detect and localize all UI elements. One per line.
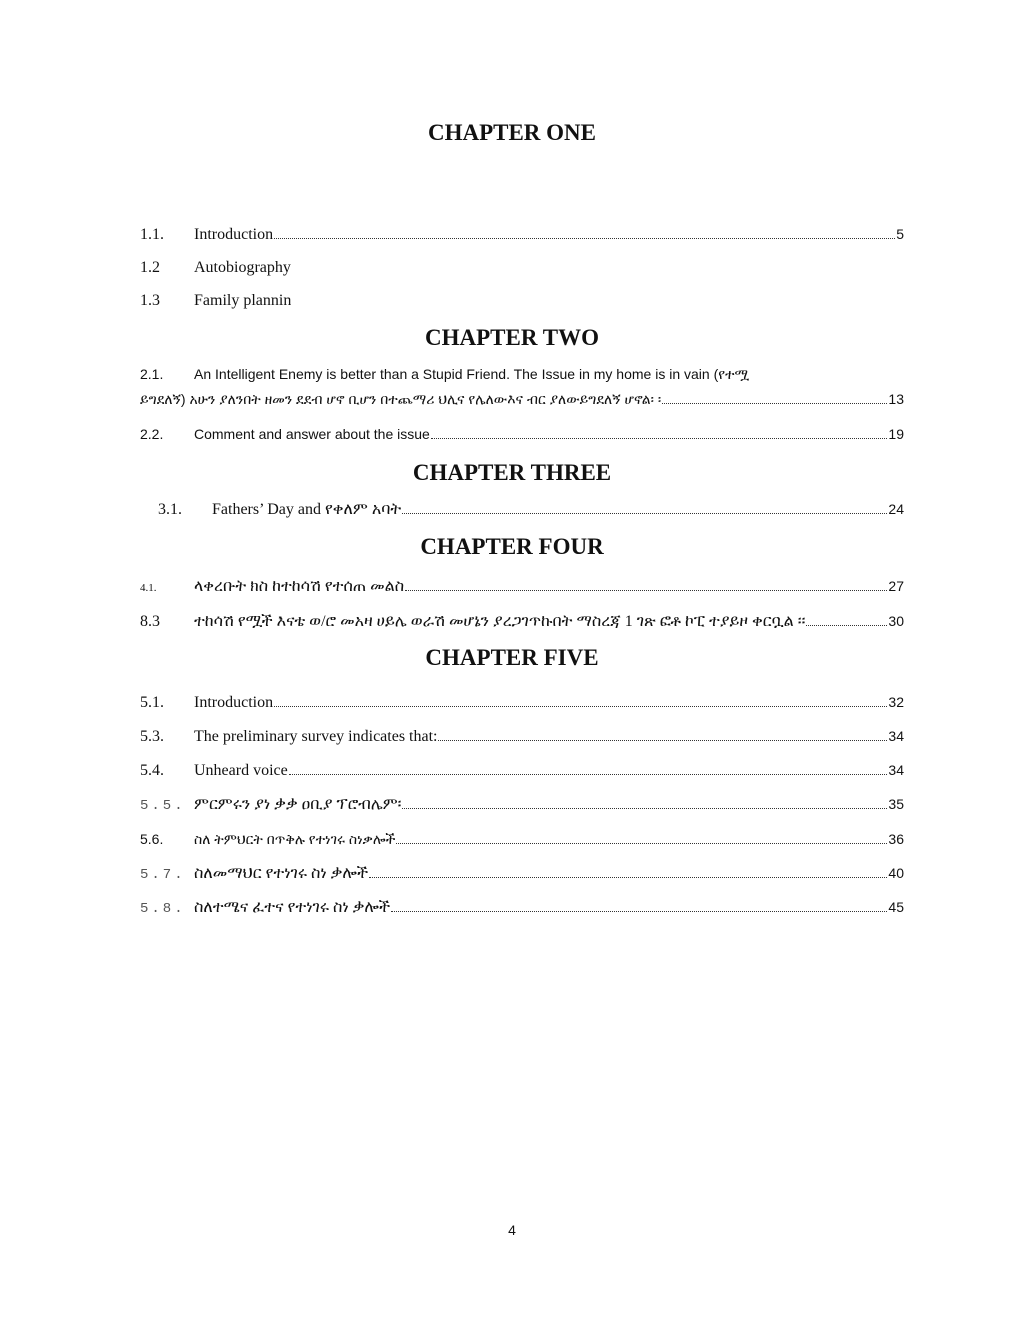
toc-entry-page: 5 <box>896 226 904 242</box>
toc-entry-title: ስለተሜና ፈተና የተነገሩ ስነ ቃሎች <box>194 899 391 916</box>
toc-entry-number: 1.1. <box>140 226 164 243</box>
toc-entry-8-3[interactable] <box>140 613 904 635</box>
toc-entry-page: 40 <box>888 865 904 881</box>
chapter-one-heading: CHAPTER ONE <box>427 120 597 145</box>
toc-entry-number: 5.4. <box>140 762 164 779</box>
dot-leader <box>662 403 887 404</box>
toc-entry-number: 8.3 <box>140 613 160 630</box>
dot-leader <box>391 911 887 912</box>
dot-leader <box>274 706 887 707</box>
toc-entry-number: 5.5. <box>140 798 186 814</box>
toc-entry-page: 35 <box>888 796 904 812</box>
dot-leader <box>431 438 888 439</box>
chapter-five-heading: CHAPTER FIVE <box>425 645 599 670</box>
toc-entry-title: Introduction <box>194 694 274 711</box>
toc-entry-page: 24 <box>888 501 904 517</box>
toc-entry-3-1[interactable] <box>158 501 904 523</box>
toc-entry-number: 5.8. <box>140 901 186 917</box>
toc-entry-title: Introduction <box>194 226 274 243</box>
toc-entry-number: 5.6. <box>140 831 164 847</box>
dot-leader <box>289 774 888 775</box>
dot-leader <box>396 843 887 844</box>
toc-entry-page: 13 <box>888 391 904 407</box>
toc-entry-page: 34 <box>888 762 904 778</box>
toc-entry-page: 36 <box>888 831 904 847</box>
toc-entry-title-line1: An Intelligent Enemy is better than a Stupid Friend. The Issue in my home is in vain (የተሟ <box>194 366 750 382</box>
dot-leader <box>438 740 887 741</box>
chapter-four-heading: CHAPTER FOUR <box>420 534 604 559</box>
page-number: 4 <box>508 1222 516 1238</box>
toc-entry-title: The preliminary survey indicates that: <box>194 728 438 745</box>
toc-entry-5-1[interactable] <box>140 694 904 716</box>
toc-entry-page: 45 <box>888 899 904 915</box>
toc-entry-5-3[interactable] <box>140 728 904 750</box>
toc-entry-4-1[interactable] <box>140 578 904 600</box>
toc-entry-5-6[interactable] <box>140 831 904 853</box>
chapter-two-heading: CHAPTER TWO <box>424 325 600 350</box>
toc-entry-title: ስለመማህር የተነገሩ ስነ ቃሎች <box>194 865 369 882</box>
dot-leader <box>402 513 887 514</box>
toc-entry-number: 1.2 <box>140 259 160 276</box>
toc-entry-number: 2.1. <box>140 366 164 382</box>
toc-entry-1-3[interactable] <box>140 292 904 314</box>
toc-entry-title: ተከሳሽ የሟች እናቴ ወ/ሮ መአዛ ሀይሌ ወራሽ መሆኔን ያረጋገጥኩበት ማስረጃ 1 ገጽ ፎቶ ኮፒ ተያይዞ ቀርቧል ፡፡ <box>194 613 806 630</box>
toc-entry-page: 34 <box>888 728 904 744</box>
toc-entry-title: ስለ ትምህርት በጥቅሉ የተነገሩ ስነቃሎች <box>194 831 396 847</box>
toc-entry-page: 32 <box>888 694 904 710</box>
toc-entry-title: Fathers’ Day and የቀለም አባት <box>212 501 402 518</box>
toc-entry-5-7[interactable] <box>140 865 904 887</box>
dot-leader <box>274 238 895 239</box>
toc-entry-number: 4.1. <box>140 582 157 594</box>
dot-leader <box>402 808 887 809</box>
toc-entry-1-1[interactable] <box>140 226 904 248</box>
toc-entry-title: ላቀረቡት ክስ ከተከሳሽ የተሰጠ መልስ <box>194 578 405 595</box>
dot-leader <box>806 625 887 626</box>
toc-entry-number: 5.3. <box>140 728 164 745</box>
toc-entry-5-8[interactable] <box>140 899 904 921</box>
toc-entry-title: Unheard voice <box>194 762 288 779</box>
dot-leader <box>405 590 887 591</box>
toc-entry-title: Autobiography <box>194 259 291 276</box>
toc-entry-5-4[interactable] <box>140 762 904 784</box>
toc-entry-title: Comment and answer about the issue <box>194 426 430 442</box>
chapter-three-heading: CHAPTER THREE <box>412 460 612 485</box>
toc-entry-title: Family plannin <box>194 292 292 309</box>
toc-entry-page: 30 <box>888 613 904 629</box>
toc-entry-number: 1.3 <box>140 292 160 309</box>
toc-entry-page: 19 <box>888 426 904 442</box>
dot-leader <box>369 877 887 878</box>
toc-entry-2-2[interactable] <box>140 426 904 448</box>
toc-entry-title: ምርምሩን ያነ ቃቃ ዐቢያ ፕሮብሌም፡ <box>194 796 402 813</box>
toc-entry-number: 5.7. <box>140 867 186 883</box>
toc-entry-1-2[interactable] <box>140 259 904 281</box>
toc-entry-number: 3.1. <box>158 501 182 518</box>
toc-entry-title-line2: ይግደለኝ) አሁን ያለንበት ዘመን ደደብ ሆኖ ቢሆን በተጨማሪ ህሊና የሌለውእና ብር ያለውይግደለኝ ሆኖል፡ ፡ <box>140 391 662 407</box>
toc-entry-2-1[interactable] <box>140 366 904 413</box>
toc-entry-number: 5.1. <box>140 694 164 711</box>
toc-entry-page: 27 <box>888 578 904 594</box>
toc-entry-number: 2.2. <box>140 426 164 442</box>
toc-entry-5-5[interactable] <box>140 796 904 818</box>
